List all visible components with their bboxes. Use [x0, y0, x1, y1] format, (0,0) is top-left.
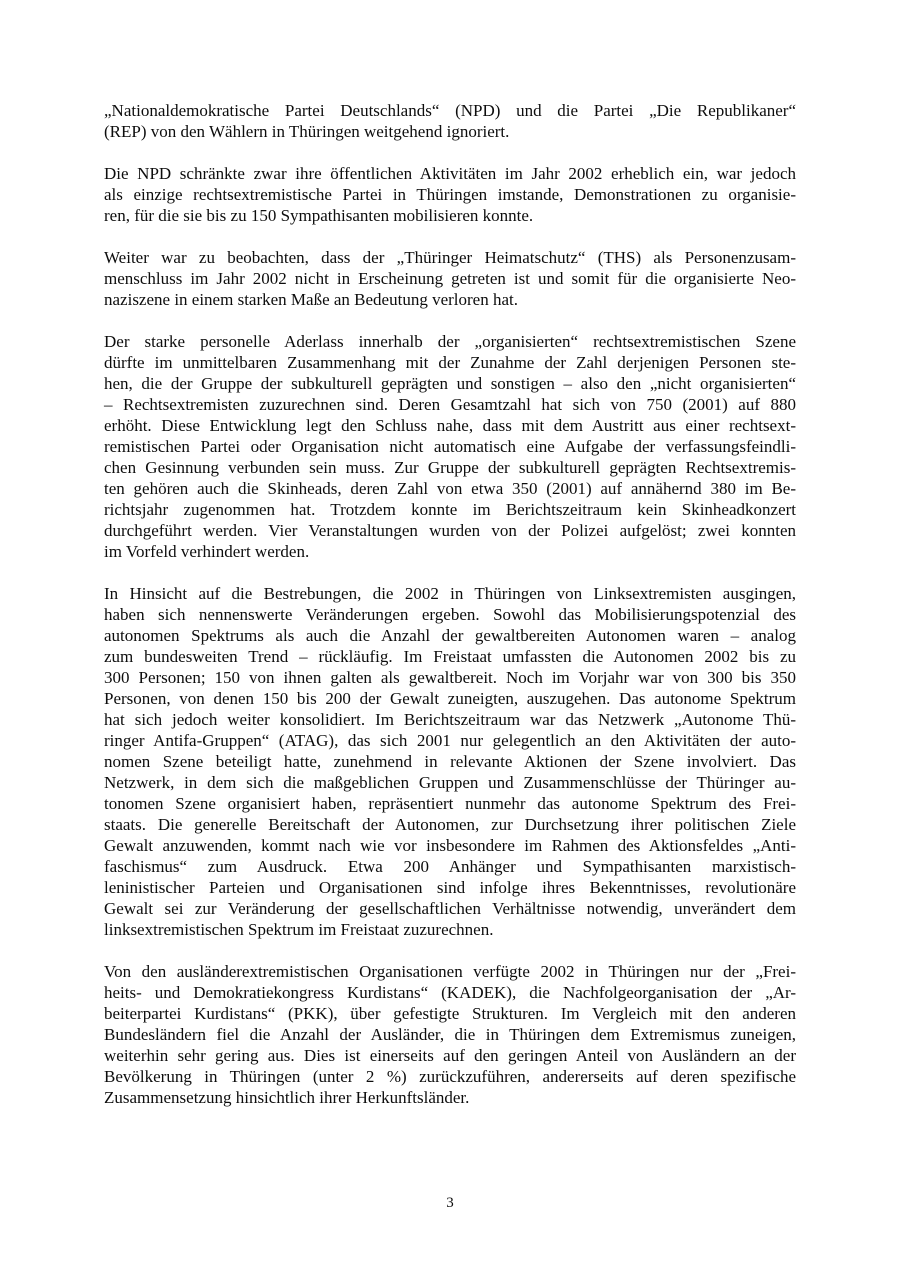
page-footer — [104, 1194, 796, 1212]
text-line: Von den ausländerextremistischen Organisationen verfügte 2002 in Thüringen nur der „Frei- — [104, 962, 796, 981]
text-line: menschluss im Jahr 2002 nicht in Erscheinung getreten ist und somit für die organisierte Neo- — [104, 269, 796, 288]
text-line: Zusammensetzung hinsichtlich ihrer Herkunftsländer. — [104, 1088, 470, 1107]
text-line: „Nationaldemokratische Partei Deutschlands“ (NPD) und die Partei „Die Republikaner“ — [104, 101, 796, 120]
paragraph — [104, 163, 796, 226]
paragraph — [104, 583, 796, 940]
text-line: remistischen Partei oder Organisation nicht automatisch eine Aufgabe der verfassungsfeindli- — [104, 437, 796, 456]
text-line: hen, die der Gruppe der subkulturell geprägten und sonstigen – also den „nicht organisierten“ — [104, 374, 796, 393]
text-block — [104, 100, 796, 1129]
text-line: richtsjahr zugenommen hat. Trotzdem konnte im Berichtszeitraum kein Skinheadkonzert — [104, 500, 796, 519]
text-line: ringer Antifa-Gruppen“ (ATAG), das sich 2001 nur gelegentlich an den Aktivitäten der auto- — [104, 731, 796, 750]
text-line: zum bundesweiten Trend – rückläufig. Im Freistaat umfassten die Autonomen 2002 bis zu — [104, 647, 796, 666]
text-line: chen Gesinnung verbunden sein muss. Zur Gruppe der subkulturell geprägten Rechtsextremis- — [104, 458, 796, 477]
text-line: im Vorfeld verhindert werden. — [104, 542, 310, 561]
text-line: linksextremistischen Spektrum im Freistaat zuzurechnen. — [104, 920, 494, 939]
text-line: Weiter war zu beobachten, dass der „Thüringer Heimatschutz“ (THS) als Personenzusam- — [104, 248, 796, 267]
text-line: staats. Die generelle Bereitschaft der Autonomen, zur Durchsetzung ihrer politischen Ziele — [104, 815, 796, 834]
text-line: Bundesländern fiel die Anzahl der Ausländer, die in Thüringen dem Extremismus zuneigen, — [104, 1025, 796, 1044]
paragraph — [104, 331, 796, 562]
text-line: weiterhin sehr gering aus. Dies ist einerseits auf den geringen Anteil von Ausländern an der — [104, 1046, 796, 1065]
text-line: ren, für die sie bis zu 150 Sympathisanten mobilisieren konnte. — [104, 206, 534, 225]
text-line: faschismus“ zum Ausdruck. Etwa 200 Anhänger und Sympathisanten marxistisch- — [104, 857, 796, 876]
text-line: hat sich jedoch weiter konsolidiert. Im Berichtszeitraum war das Netzwerk „Autonome Thü- — [104, 710, 796, 729]
text-line: In Hinsicht auf die Bestrebungen, die 2002 in Thüringen von Linksextremisten ausgingen, — [104, 584, 796, 603]
text-line: ten gehören auch die Skinheads, deren Zahl von etwa 350 (2001) auf annähernd 380 im Be- — [104, 479, 796, 498]
text-line: erhöht. Diese Entwicklung legt den Schluss nahe, dass mit dem Austritt aus einer rechtsext- — [104, 416, 796, 435]
text-line: Personen, von denen 150 bis 200 der Gewalt zuneigten, auszugehen. Das autonome Spektrum — [104, 689, 796, 708]
page-number: 3 — [446, 1195, 454, 1211]
text-line: Die NPD schränkte zwar ihre öffentlichen Aktivitäten im Jahr 2002 erheblich ein, war jedoch — [104, 164, 796, 183]
text-line: als einzige rechtsextremistische Partei in Thüringen imstande, Demonstrationen zu organisie- — [104, 185, 796, 204]
text-line: – Rechtsextremisten zuzurechnen sind. Deren Gesamtzahl hat sich von 750 (2001) auf 880 — [104, 395, 796, 414]
text-line: haben sich nennenswerte Veränderungen ergeben. Sowohl das Mobilisierungspotenzial des — [104, 605, 796, 624]
text-line: leninistischer Parteien und Organisationen sind infolge ihres Bekenntnisses, revolutionäre — [104, 878, 796, 897]
text-line: (REP) von den Wählern in Thüringen weitgehend ignoriert. — [104, 122, 510, 141]
text-line: nomen Szene beteiligt hatte, zunehmend in relevante Aktionen der Szene involviert. Das — [104, 752, 796, 771]
text-line: 300 Personen; 150 von ihnen galten als gewaltbereit. Noch im Vorjahr war von 300 bis 350 — [104, 668, 796, 687]
text-line: tonomen Szene organisiert haben, repräsentiert nunmehr das autonome Spektrum des Frei- — [104, 794, 796, 813]
text-line: Netzwerk, in dem sich die maßgeblichen Gruppen und Zusammenschlüsse der Thüringer au- — [104, 773, 796, 792]
paragraph — [104, 961, 796, 1108]
text-line: durchgeführt werden. Vier Veranstaltungen wurden von der Polizei aufgelöst; zwei konnten — [104, 521, 796, 540]
text-line: naziszene in einem starken Maße an Bedeutung verloren hat. — [104, 290, 518, 309]
text-line: Bevölkerung in Thüringen (unter 2 %) zurückzuführen, andererseits auf deren spezifische — [104, 1067, 796, 1086]
text-line: dürfte im unmittelbaren Zusammenhang mit der Zunahme der Zahl derjenigen Personen ste- — [104, 353, 796, 372]
text-line: Gewalt sei zur Veränderung der gesellschaftlichen Verhältnisse notwendig, unverändert dem — [104, 899, 796, 918]
text-line: Gewalt anzuwenden, kommt nach wie vor insbesondere im Rahmen des Aktionsfeldes „Anti- — [104, 836, 796, 855]
text-line: Der starke personelle Aderlass innerhalb der „organisierten“ rechtsextremistischen Szene — [104, 332, 796, 351]
paragraph — [104, 100, 796, 142]
text-line: beiterpartei Kurdistans“ (PKK), über gefestigte Strukturen. Im Vergleich mit den anderen — [104, 1004, 796, 1023]
text-line: heits- und Demokratiekongress Kurdistans“ (KADEK), die Nachfolgeorganisation der „Ar- — [104, 983, 796, 1002]
paragraph — [104, 247, 796, 310]
text-line: autonomen Spektrums als auch die Anzahl der gewaltbereiten Autonomen waren – analog — [104, 626, 796, 645]
